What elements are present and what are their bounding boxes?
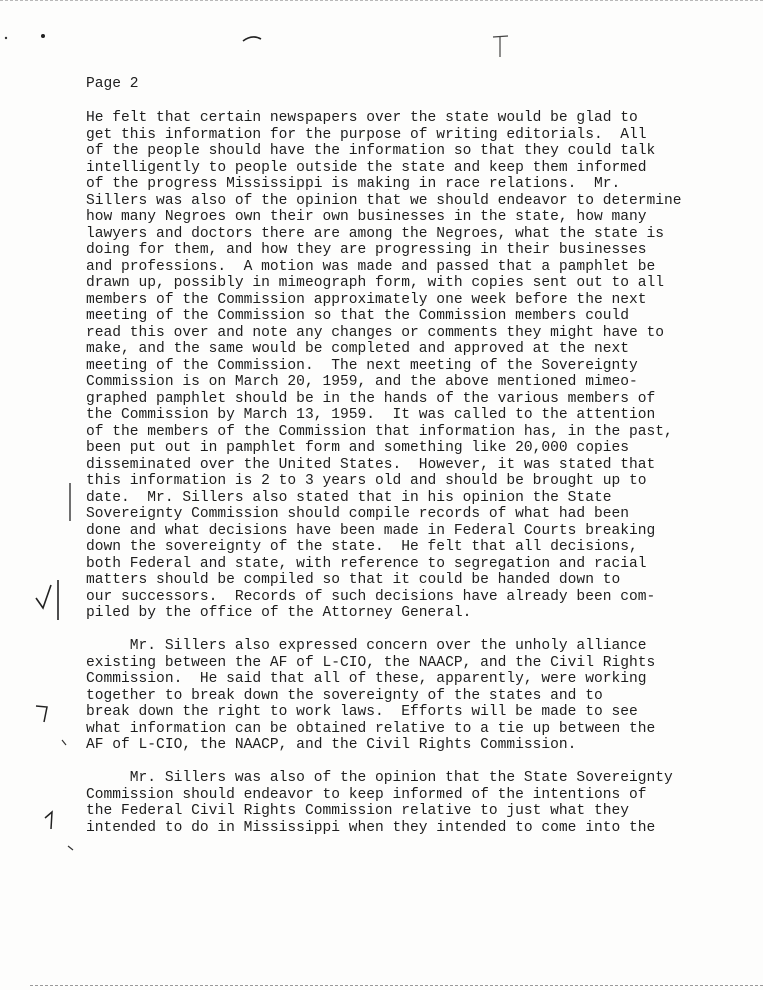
text-line: Commission is on March 20, 1959, and the above mentioned mimeo- <box>86 374 638 390</box>
paragraph-gap <box>86 754 726 771</box>
text-line: get this information for the purpose of writing editorials. All <box>86 126 647 143</box>
text-line: Sovereignty Commission should compile records of what had been <box>86 506 629 522</box>
hook-pen-mark <box>45 812 52 829</box>
text-line: members of the Commission approximately one week before the next <box>86 291 647 308</box>
speck-mark <box>5 37 7 39</box>
text-line: break down the right to work laws. Efforts will be made to see <box>86 704 638 720</box>
paragraph-1 <box>86 110 726 622</box>
speck-mark <box>41 34 45 38</box>
text-line: been put out in pamphlet form and something like 20,000 copies <box>86 440 629 456</box>
text-line: lawyers and doctors there are among the Negroes, what the state is <box>86 225 665 242</box>
text-line: of the progress Mississippi is making in race relations. Mr. <box>86 176 621 192</box>
text-line: graphed pamphlet should be in the hands of the various members of <box>86 390 656 407</box>
text-line: Mr. Sillers also expressed concern over the unholy alliance <box>86 638 647 654</box>
text-line: Sillers was also of the opinion that we should endeavor to determine <box>86 192 682 209</box>
tick-pen-mark <box>68 846 73 850</box>
tick-pen-mark <box>62 740 66 745</box>
text-line: this information is 2 to 3 years old and should be brought up to <box>86 473 647 489</box>
text-line: together to break down the sovereignty of the states and to <box>86 687 603 704</box>
body-text <box>86 110 726 836</box>
text-line: of the members of the Commission that information has, in the past, <box>86 423 673 440</box>
check-mark <box>36 585 51 608</box>
text-line: intended to do in Mississippi when they intended to come into the <box>86 819 656 836</box>
text-line: the Commission by March 13, 1959. It was called to the attention <box>86 407 656 423</box>
text-line: of the people should have the information so that they could talk <box>86 143 656 159</box>
paragraph-2 <box>86 638 726 754</box>
text-line: how many Negroes own their own businesses in the state, how many <box>86 209 647 225</box>
text-line: done and what decisions have been made in Federal Courts breaking <box>86 522 656 539</box>
text-line: meeting of the Commission. The next meeting of the Sovereignty <box>86 357 638 374</box>
text-line: existing between the AF of L-CIO, the NAACP, and the Civil Rights <box>86 654 656 671</box>
text-line: what information can be obtained relative to a tie up between the <box>86 720 656 737</box>
text-line: both Federal and state, with reference to segregation and racial <box>86 555 647 572</box>
paragraph-gap <box>86 622 726 639</box>
text-line: AF of L-CIO, the NAACP, and the Civil Rights Commission. <box>86 737 577 753</box>
text-line: piled by the office of the Attorney General. <box>86 605 472 621</box>
text-line: doing for them, and how they are progressing in their businesses <box>86 242 647 258</box>
text-line: intelligently to people outside the state and keep them informed <box>86 159 647 176</box>
text-line: date. Mr. Sillers also stated that in his opinion the State <box>86 489 612 506</box>
text-line: matters should be compiled so that it could be handed down to <box>86 572 621 588</box>
text-line: Mr. Sillers was also of the opinion that the State Sovereignty <box>86 770 673 786</box>
text-line: our successors. Records of such decisions have already been com- <box>86 588 656 605</box>
page-number: Page 2 <box>86 76 139 92</box>
text-line: and professions. A motion was made and passed that a pamphlet be <box>86 258 656 275</box>
hook-pen-mark <box>36 706 47 722</box>
paragraph-3 <box>86 770 726 836</box>
bottom-dashed-border <box>30 985 763 986</box>
text-line: read this over and note any changes or comments they might have to <box>86 324 665 341</box>
text-line: the Federal Civil Rights Commission relative to just what they <box>86 803 629 819</box>
text-line: make, and the same would be completed and approved at the next <box>86 341 629 357</box>
arc-pen-mark <box>243 37 261 41</box>
text-line: meeting of the Commission so that the Commission members could <box>86 308 629 324</box>
text-line: Commission. He said that all of these, apparently, were working <box>86 671 647 687</box>
text-line: He felt that certain newspapers over the state would be glad to <box>86 110 638 126</box>
text-line: Commission should endeavor to keep informed of the intentions of <box>86 786 647 803</box>
text-line: down the sovereignty of the state. He felt that all decisions, <box>86 539 638 555</box>
text-line: drawn up, possibly in mimeograph form, with copies sent out to all <box>86 275 665 291</box>
text-line: disseminated over the United States. However, it was stated that <box>86 456 656 473</box>
t-pen-mark <box>493 36 508 37</box>
